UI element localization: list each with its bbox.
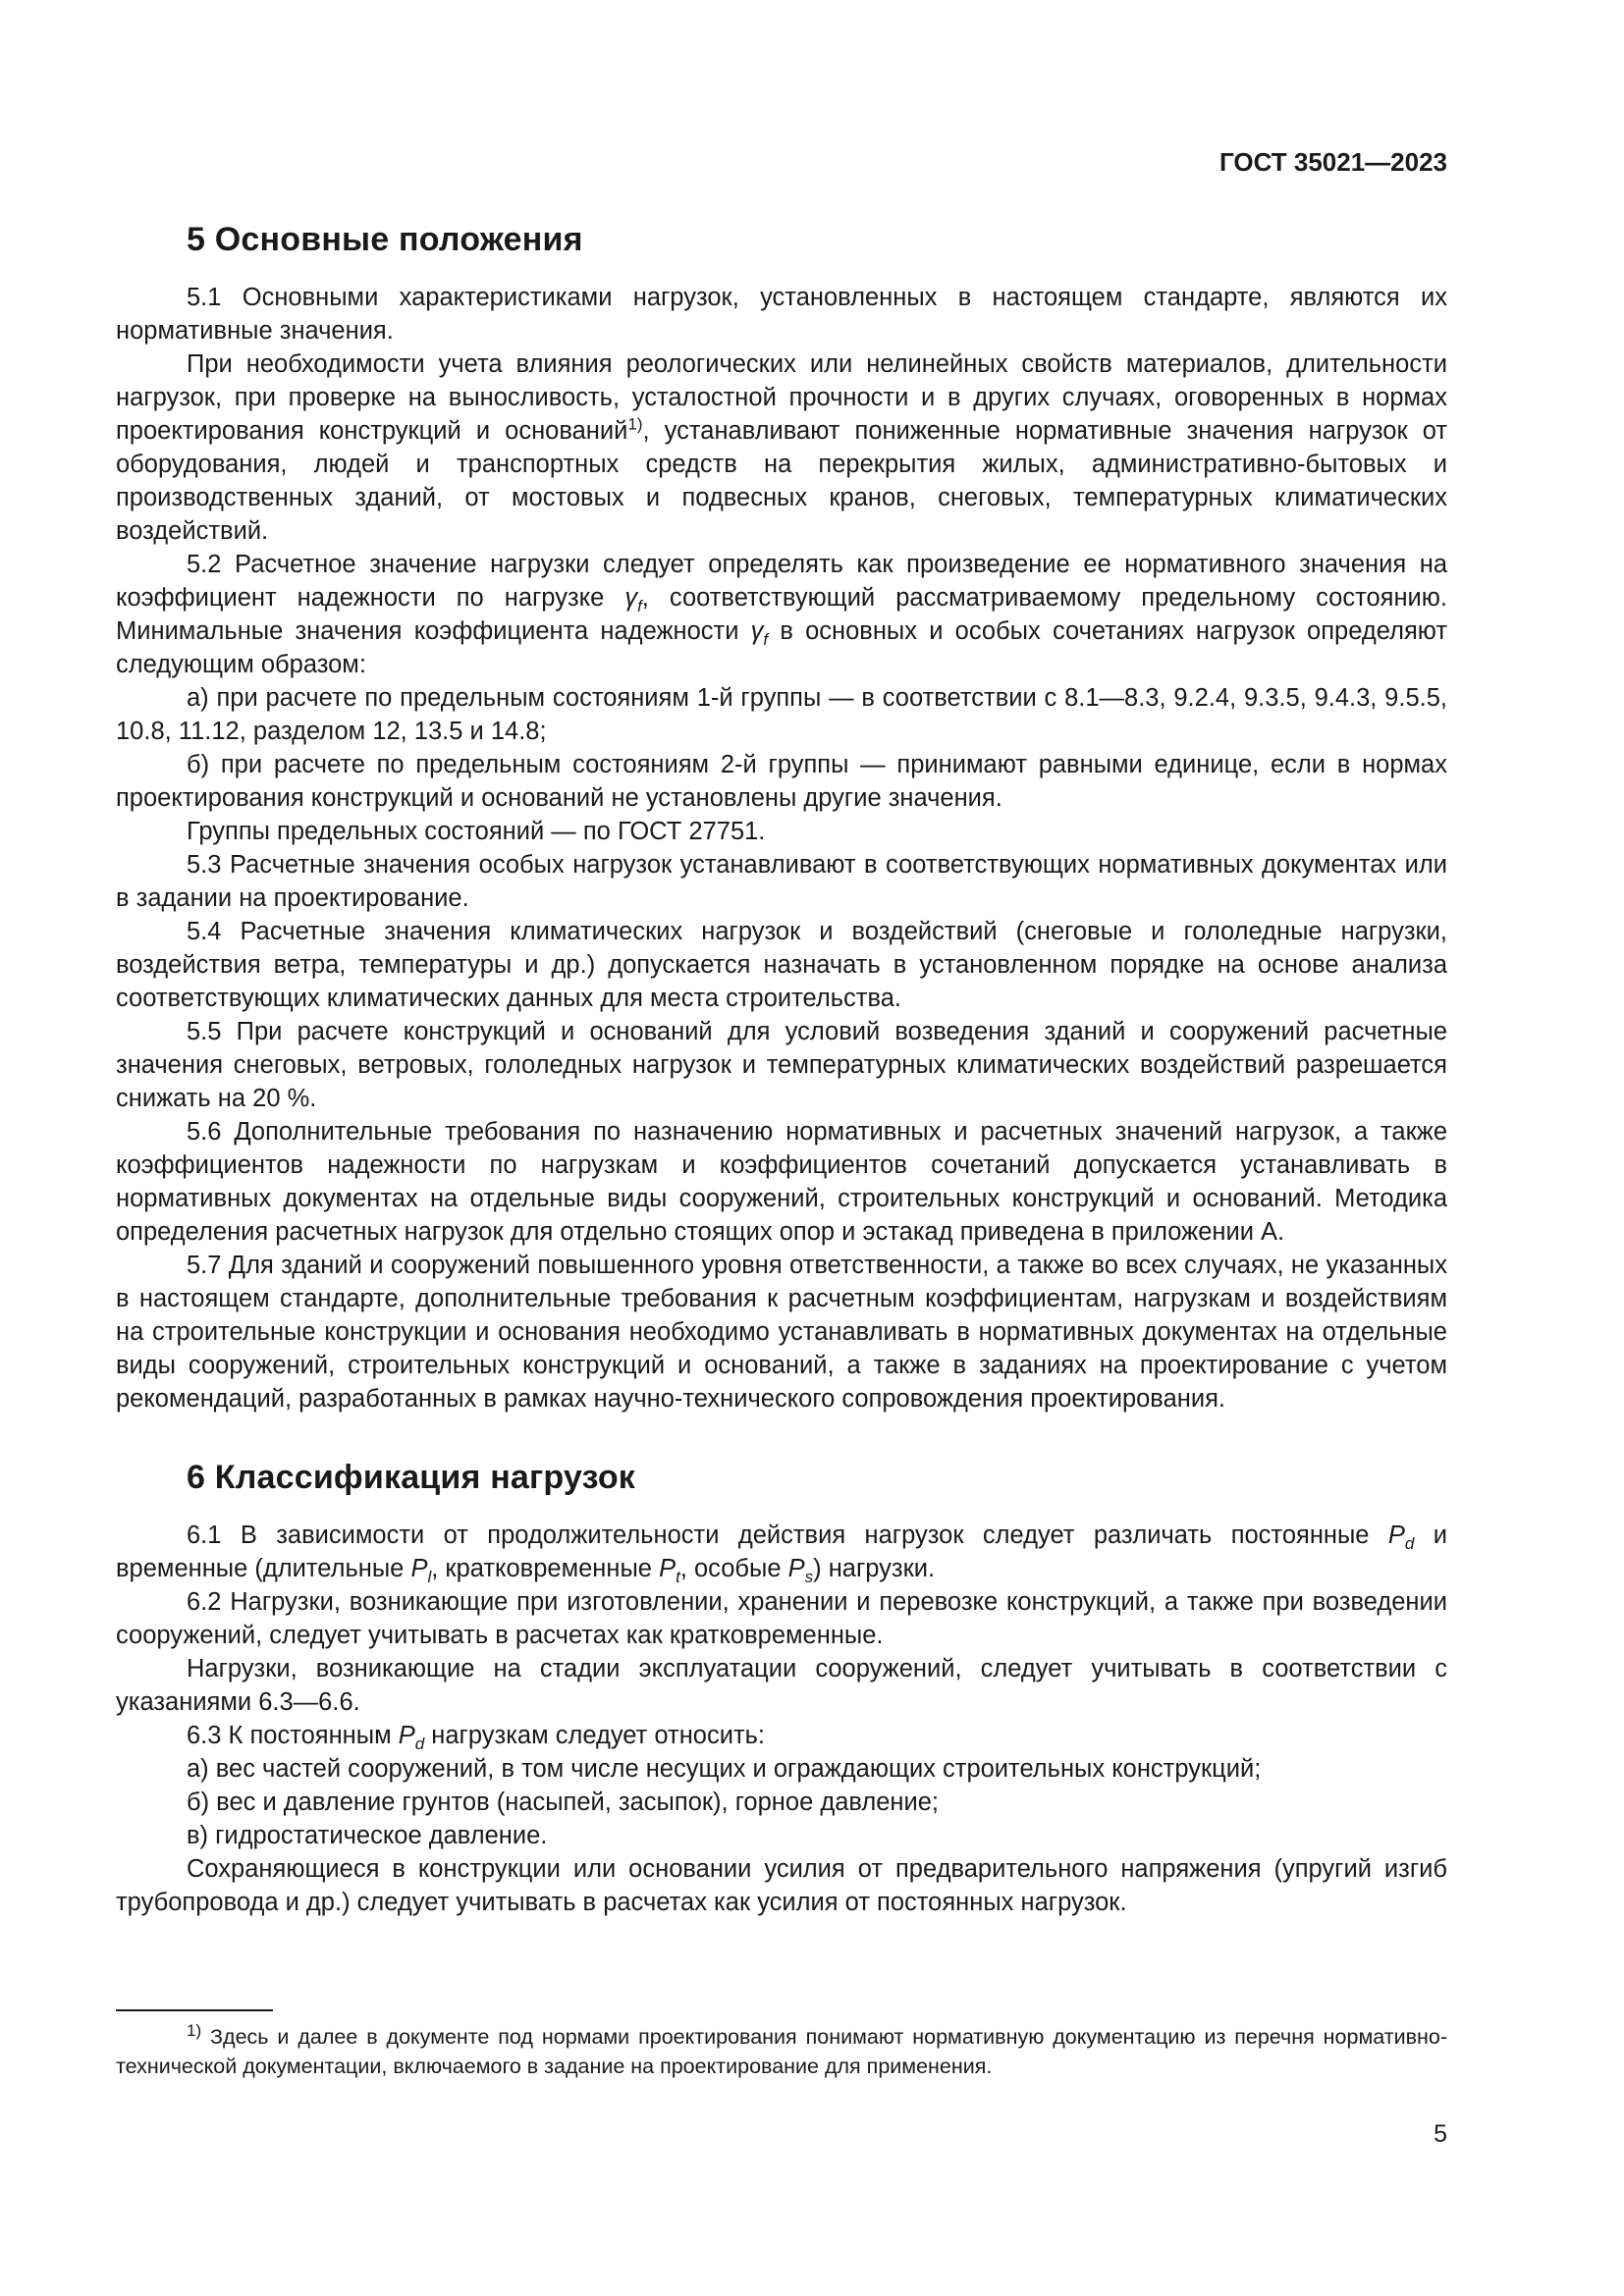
load-subscript: d bbox=[414, 1735, 425, 1754]
list-item-5-2-a: а) при расчете по предельным состояниям 1-й группы — в соответствии с 8.1—8.3, 9.2.4, 9.3.5, 9.4.3, 9.5.5, 10.8, 11.12, разделом 12, 13.5 и 14.8; bbox=[116, 684, 1447, 745]
load-subscript: d bbox=[1404, 1534, 1415, 1554]
paragraph-6-3-text-b: нагрузкам следует относить: bbox=[424, 1722, 766, 1749]
section-6-title: 6 Классификация нагрузок bbox=[187, 1459, 636, 1496]
paragraph-6-2: 6.2 Нагрузки, возникающие при изготовлении, хранении и перевозке конструкций, а также при возведении сооружений, следует учитывать в расчетах как кратковременные. bbox=[116, 1588, 1447, 1649]
list-item-5-2-b: б) при расчете по предельным состояниям 2-й группы — принимают равными единице, если в нормах проектирования конструкций и оснований не установлены другие значения. bbox=[116, 751, 1447, 812]
paragraph-6-1-text-e: ) нагрузки. bbox=[813, 1555, 936, 1582]
paragraph-6-2-continued: Нагрузки, возникающие на стадии эксплуатации сооружений, следует учитывать в соответствии с указаниями 6.3—6.6. bbox=[116, 1655, 1447, 1716]
footnote-reference: 1) bbox=[627, 414, 643, 434]
paragraph-5-3: 5.3 Расчетные значения особых нагрузок устанавливают в соответствующих нормативных документах или в задании на проектирование. bbox=[116, 851, 1447, 912]
gamma-subscript: f bbox=[637, 597, 642, 616]
paragraph-6-3 bbox=[116, 1719, 1447, 1752]
list-item-6-3-b: б) вес и давление грунтов (насыпей, засыпок), горное давление; bbox=[187, 1789, 940, 1816]
paragraph-5-2-text-c: в основных и особых сочетаниях нагрузок определяют следующим образом: bbox=[116, 617, 1447, 678]
paragraph-5-4: 5.4 Расчетные значения климатических нагрузок и воздействий (снеговые и гололедные нагрузки, воздействия ветра, температуры и др.) допускается назначать в установленном порядке на основе анализа соответствующих климатических данных для места строительства. bbox=[116, 918, 1447, 1012]
gamma-subscript: f bbox=[763, 630, 769, 650]
paragraph-5-2-groups: Группы предельных состояний — по ГОСТ 27751. bbox=[187, 818, 766, 845]
page-number: 5 bbox=[1434, 2120, 1447, 2148]
paragraph-6-1-text-d: , особые bbox=[679, 1555, 788, 1582]
paragraph-6-3-tail: Сохраняющиеся в конструкции или основании усилия от предварительного напряжения (упругий изгиб трубопровода и др.) следует учитывать в расчетах как усилия от постоянных нагрузок. bbox=[116, 1855, 1447, 1916]
paragraph-5-2-text-b: , соответствующий рассматриваемому предельному состоянию. Минимальные значения коэффициента надежности bbox=[116, 584, 1447, 645]
paragraph-6-1-text-a: 6.1 В зависимости от продолжительности действия нагрузок следует различать постоянные bbox=[187, 1522, 1388, 1549]
load-symbol: P bbox=[410, 1555, 428, 1582]
paragraph-5-1: 5.1 Основными характеристиками нагрузок, установленных в настоящем стандарте, являются их нормативные значения. bbox=[116, 284, 1447, 345]
load-symbol: P bbox=[398, 1722, 415, 1749]
paragraph-6-1-text-c: , кратковременные bbox=[431, 1555, 660, 1582]
paragraph-6-3-text-a: 6.3 К постоянным bbox=[187, 1722, 399, 1749]
paragraph-5-6: 5.6 Дополнительные требования по назначению нормативных и расчетных значений нагрузок, а также коэффициентов надежности по нагрузкам и коэффициентов сочетаний допускается устанавливать в нормативных документах на отдельные виды сооружений, строительных конструкций и оснований. Методика определения расчетных нагрузок для отдельно стоящих опор и эстакад приведена в приложении А. bbox=[116, 1118, 1447, 1246]
paragraph-6-1 bbox=[116, 1519, 1447, 1585]
list-item-6-3-c: в) гидростатическое давление. bbox=[187, 1822, 548, 1849]
load-symbol: P bbox=[787, 1555, 805, 1582]
paragraph-5-1-continued bbox=[116, 347, 1447, 548]
footnote-marker: 1) bbox=[187, 2020, 202, 2040]
footnote bbox=[116, 2022, 1447, 2081]
load-subscript: l bbox=[427, 1568, 432, 1587]
gamma-symbol: γ bbox=[624, 584, 638, 612]
footnote-text: Здесь и далее в документе под нормами проектирования понимают нормативную документацию из перечня нормативно-технической документации, включаемого в задание на проектирование для применения. bbox=[116, 2025, 1447, 2078]
paragraph-6-1-text-b: и временные (длительные bbox=[116, 1522, 1447, 1582]
load-symbol: P bbox=[1387, 1522, 1405, 1549]
load-subscript: s bbox=[804, 1568, 814, 1587]
paragraph-5-7: 5.7 Для зданий и сооружений повышенного уровня ответственности, а также во всех случаях, не указанных в настоящем стандарте, дополнительные требования к расчетным коэффициентам, нагрузкам и воздействиям на строительные конструкции и основания необходимо устанавливать в нормативных документах на отдельные виды сооружений, строительных конструкций и оснований, а также в заданиях на проектирование с учетом рекомендаций, разработанных в рамках научно-технического сопровождения проектирования. bbox=[116, 1252, 1447, 1413]
paragraph-5-2-text-a: 5.2 Расчетное значение нагрузки следует определять как произведение ее нормативного значения на коэффициент надежности по нагрузке bbox=[116, 551, 1447, 612]
paragraph-5-5: 5.5 При расчете конструкций и оснований для условий возведения зданий и сооружений расчетные значения снеговых, ветровых, гололедных нагрузок и температурных климатических воздействий разрешается снижать на 20 %. bbox=[116, 1018, 1447, 1112]
load-symbol: P bbox=[659, 1555, 677, 1582]
load-subscript: t bbox=[676, 1568, 680, 1587]
page-body bbox=[116, 221, 1447, 1919]
paragraph-5-1-text-before: При необходимости учета влияния реологических или нелинейных свойств материалов, длительности нагрузок, при проверке на выносливость, усталостной прочности и в других случаях, оговоренных в нормах проектирования конструкций и оснований bbox=[116, 350, 1447, 445]
gamma-symbol: γ bbox=[750, 617, 764, 645]
footnote-divider bbox=[116, 2009, 273, 2011]
paragraph-5-1-text-after: , устанавливают пониженные нормативные значения нагрузок от оборудования, людей и транспортных средств на перекрытия жилых, административно-бытовых и производственных зданий, от мостовых и подвесных кранов, снеговых, температурных климатических воздействий. bbox=[116, 417, 1447, 545]
document-number-header: ГОСТ 35021—2023 bbox=[1219, 147, 1447, 177]
list-item-6-3-a: а) вес частей сооружений, в том числе несущих и ограждающих строительных конструкций; bbox=[187, 1755, 1262, 1783]
section-5-title: 5 Основные положения bbox=[187, 221, 583, 258]
paragraph-5-2 bbox=[116, 548, 1447, 681]
